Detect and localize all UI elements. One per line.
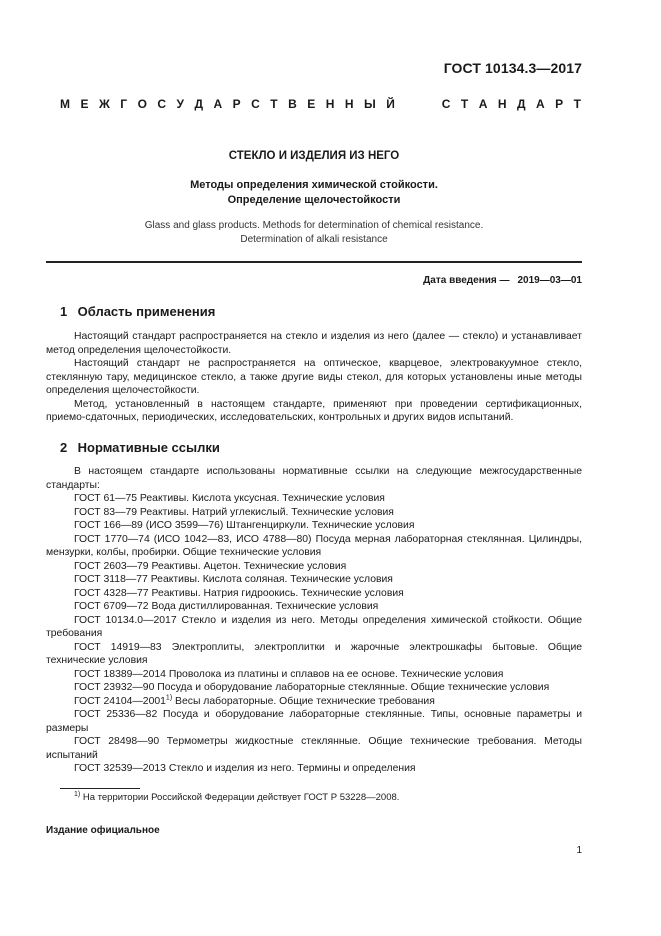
heading-letter: Р xyxy=(232,97,241,111)
reference-item xyxy=(46,641,582,668)
reference-item xyxy=(46,560,582,574)
reference-item xyxy=(46,708,582,735)
reference-title: Посуда и оборудование лабораторные стеклянные. Типы, основные параметры и размеры xyxy=(46,709,583,734)
reference-title: Реактивы. Кислота соляная. Технические условия xyxy=(150,574,393,585)
heading-letter: Т xyxy=(460,97,469,111)
heading-letter: Н xyxy=(497,97,507,111)
heading-letter: Ж xyxy=(98,97,110,111)
document-title: СТЕКЛО И ИЗДЕЛИЯ ИЗ НЕГО xyxy=(228,150,400,162)
heading-letter: А xyxy=(536,97,545,111)
heading-letter: А xyxy=(213,97,223,111)
reference-item xyxy=(46,506,582,520)
reference-code: ГОСТ 61—75 xyxy=(74,493,138,504)
reference-title: Посуда и оборудование лабораторные стеклянные. Общие технические условия xyxy=(157,682,550,693)
official-edition-label: Издание официальное xyxy=(46,825,160,836)
section-1-heading xyxy=(60,304,215,319)
heading-letter: Т xyxy=(573,97,581,111)
document-subtitle xyxy=(46,178,582,208)
page-number: 1 xyxy=(576,845,582,856)
heading-letter: Н xyxy=(344,97,354,111)
heading-letter: Ы xyxy=(363,97,376,111)
reference-code: ГОСТ 25336—82 xyxy=(74,709,158,720)
reference-title: Реактивы. Ацетон. Технические условия xyxy=(151,560,347,572)
heading-letter: О xyxy=(137,97,147,111)
footnote xyxy=(74,792,399,803)
normative-references-list xyxy=(46,492,582,776)
reference-code: ГОСТ 18389—2014 xyxy=(74,668,166,680)
heading-letter: Е xyxy=(80,97,89,111)
reference-item xyxy=(46,681,582,695)
section-1-paragraph: Настоящий стандарт распространяется на стекло и изделия из него (далее — стекло) и устанавливает метод определения щелочестойкости. xyxy=(46,331,582,356)
english-title-line-1: Glass and glass products. Methods for determination of chemical resistance. xyxy=(144,220,484,231)
word-gap xyxy=(405,97,431,111)
reference-item xyxy=(46,573,582,587)
introduction-date xyxy=(423,275,582,286)
reference-code: ГОСТ 6709—72 xyxy=(74,601,149,612)
section-1-paragraph: Метод, установленный в настоящем стандарте, применяют при проведении сертификационных, приемо-сдаточных, периодических, исследовательских, контрольных и других видов испытаний. xyxy=(46,398,582,423)
heading-letter: Т xyxy=(270,97,278,111)
reference-title: Стекло и изделия из него. Термины и определения xyxy=(168,763,416,774)
document-number: ГОСТ 10134.3—2017 xyxy=(443,60,582,76)
section-1-body xyxy=(46,330,582,425)
english-title xyxy=(46,219,582,247)
reference-code: ГОСТ 3118—77 xyxy=(74,574,148,585)
reference-title: Электроплиты, электроплитки и жарочные электрошкафы бытовые. Общие технические условия xyxy=(46,641,583,666)
heading-letter: С xyxy=(251,97,260,111)
subtitle-line-2: Определение щелочестойкости xyxy=(227,194,401,206)
reference-title: Проволока из платины и сплавов на ее основе. Технические условия xyxy=(168,668,504,680)
standard-type-heading xyxy=(60,97,581,111)
section-2-title: Нормативные ссылки xyxy=(77,440,220,455)
reference-code: ГОСТ 2603—79 xyxy=(74,560,149,572)
reference-item xyxy=(46,533,582,560)
reference-code: ГОСТ 166—89 (ИСО 3599—76) xyxy=(74,520,224,531)
heading-letter: В xyxy=(288,97,297,111)
reference-title: Реактивы. Натрия гидроокись. Технические условия xyxy=(151,587,404,599)
section-2-intro: В настоящем стандарте использованы нормативные ссылки на следующие межгосударственные стандарты: xyxy=(46,466,582,491)
reference-title: Штангенциркули. Технические условия xyxy=(226,520,415,531)
reference-item xyxy=(46,668,582,682)
heading-letter: С xyxy=(441,97,451,111)
heading-letter: Е xyxy=(307,97,316,111)
heading-letter: А xyxy=(478,97,488,111)
section-2-number: 2 xyxy=(60,440,68,455)
footnote-separator xyxy=(60,788,140,789)
section-1-paragraph: Настоящий стандарт не распространяется на оптическое, кварцевое, электровакуумное стекло, стеклянную тару, медицинское стекло, а также другие виды стекол, для которых установлены иные методы определения щелочестойкости. xyxy=(46,358,582,396)
heading-letter: С xyxy=(157,97,167,111)
heading-letter: М xyxy=(60,97,70,111)
heading-letter: Г xyxy=(120,97,128,111)
reference-title: Реактивы. Натрий углекислый. Технические условия xyxy=(139,506,394,518)
section-2-body xyxy=(46,465,582,776)
reference-title: Стекло и изделия из него. Методы определения химической стойкости. Общие требования xyxy=(46,614,582,639)
heading-letter: Р xyxy=(555,97,564,111)
footnote-reference-marker: 1) xyxy=(165,694,173,702)
reference-code: ГОСТ 14919—83 xyxy=(74,641,162,653)
reference-code: ГОСТ 1770—74 (ИСО 1042—83, ИСО 4788—80) xyxy=(74,533,312,545)
reference-item xyxy=(46,492,582,506)
reference-item xyxy=(46,519,582,533)
reference-item xyxy=(46,614,582,641)
reference-title: Посуда мерная лабораторная стеклянная. Цилиндры, мензурки, колбы, пробирки. Общие технические условия xyxy=(46,533,582,558)
footnote-text: На территории Российской Федерации действует ГОСТ Р 53228—2008. xyxy=(82,792,400,803)
reference-item xyxy=(46,762,582,776)
english-title-line-2: Determination of alkali resistance xyxy=(240,234,388,245)
reference-code: ГОСТ 24104—2001 xyxy=(74,695,166,707)
reference-code: ГОСТ 83—79 xyxy=(74,506,138,518)
heading-letter: Д xyxy=(194,97,204,111)
reference-title: Термометры жидкостные стеклянные. Общие технические требования. Методы испытаний xyxy=(46,736,582,761)
heading-letter: Д xyxy=(516,97,526,111)
reference-code: ГОСТ 28498—90 xyxy=(74,736,160,747)
date-value: 2019—03—01 xyxy=(517,275,582,286)
reference-code: ГОСТ 10134.0—2017 xyxy=(74,614,177,626)
heading-letter: Н xyxy=(325,97,335,111)
reference-item xyxy=(46,600,582,614)
date-label: Дата введения — xyxy=(423,275,510,286)
reference-code: ГОСТ 23932—90 xyxy=(74,682,155,693)
reference-code: ГОСТ 32539—2013 xyxy=(74,763,166,774)
section-1-title: Область применения xyxy=(77,304,216,319)
title-divider xyxy=(46,261,582,263)
reference-title: Вода дистиллированная. Технические условия xyxy=(151,601,379,612)
subtitle-line-1: Методы определения химической стойкости. xyxy=(190,179,438,191)
reference-item xyxy=(46,587,582,601)
section-2-heading xyxy=(60,440,220,455)
heading-letter: Й xyxy=(386,97,395,111)
reference-item xyxy=(46,735,582,762)
reference-code: ГОСТ 4328—77 xyxy=(74,587,149,599)
reference-title: Реактивы. Кислота уксусная. Технические условия xyxy=(139,493,385,504)
reference-title: Весы лабораторные. Общие технические требования xyxy=(175,695,435,707)
heading-letter: У xyxy=(176,97,184,111)
footnote-marker: 1) xyxy=(74,790,81,798)
section-1-number: 1 xyxy=(60,304,68,319)
reference-item xyxy=(46,695,582,709)
